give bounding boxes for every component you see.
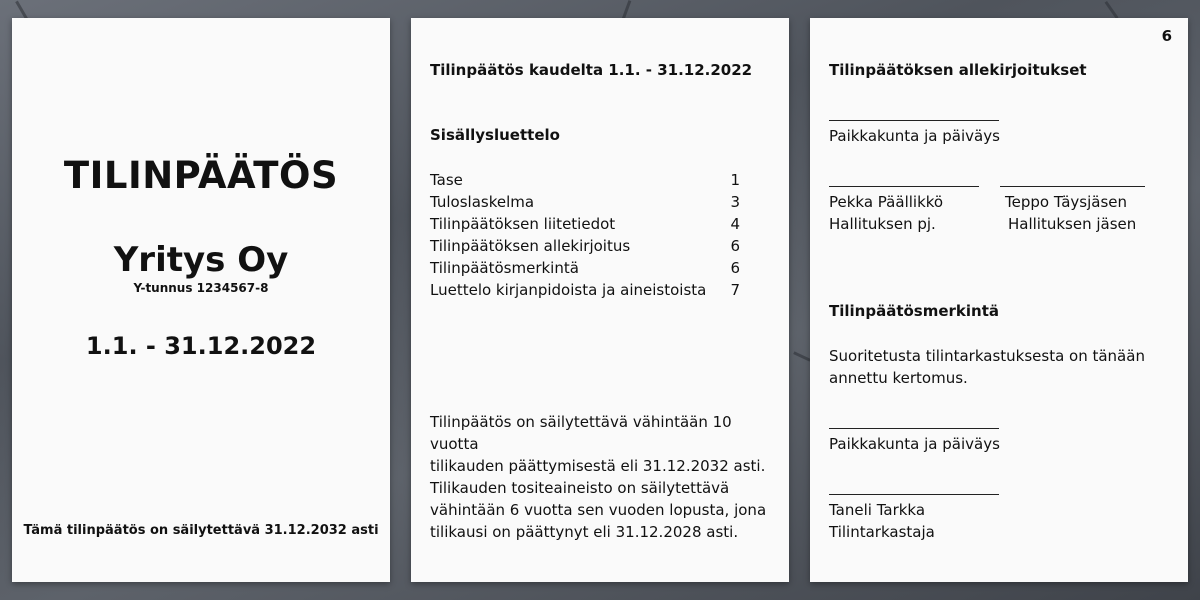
auditor-place-date-label: Paikkakunta ja päiväys [829,435,1000,453]
document-title: TILINPÄÄTÖS [63,154,339,197]
retention-paragraph-2: Tilikauden tositeaineisto on säilytettävä vähintään 6 vuotta sen vuoden lopusta, jona tilikausi on päättynyt eli 31.12.2028 asti. [430,479,767,541]
toc-heading: Sisällysluettelo [430,126,560,144]
signatures-heading: Tilinpäätöksen allekirjoitukset [829,61,1087,79]
signer1-name: Pekka Päällikkö [829,193,944,211]
signature-line [829,186,979,187]
period-heading: Tilinpäätös kaudelta 1.1. - 31.12.2022 [430,61,753,79]
signer2-name: Teppo Täysjäsen [1005,193,1128,211]
place-date-label: Paikkakunta ja päiväys [829,127,1000,145]
cover-page [12,18,390,582]
auditor-role: Tilintarkastaja [829,523,935,541]
background-stripe [622,0,632,20]
signature-line [829,428,999,429]
page-number: 6 [1161,27,1172,45]
background-stripe [15,1,28,20]
signature-page [810,18,1188,582]
background-stripe [793,351,811,361]
signature-line [1000,186,1145,187]
toc-item: Tilinpäätöksen allekirjoitus 6 [430,237,740,255]
audit-heading: Tilinpäätösmerkintä [829,302,1000,320]
company-name: Yritys Oy [113,240,289,280]
signer1-role: Hallituksen pj. [829,215,936,233]
auditor-name: Taneli Tarkka [829,501,926,519]
toc-item: Tase 1 [430,171,740,189]
signature-line [829,120,999,121]
toc-item: Tuloslaskelma 3 [430,193,740,211]
background-stripe [1105,1,1119,19]
toc-item: Tilinpäätöksen liitetiedot 4 [430,215,740,233]
fiscal-period: 1.1. - 31.12.2022 [85,332,317,360]
toc-item: Tilinpäätösmerkintä 6 [430,259,740,277]
toc-item: Luettelo kirjanpidoista ja aineistoista 7 [430,281,740,299]
audit-text: Suoritetusta tilintarkastuksesta on tänään annettu kertomus. [829,347,1145,387]
retention-paragraph-1: Tilinpäätös on säilytettävä vähintään 10 vuotta tilikauden päättymisestä eli 31.12.2032 asti. [430,413,766,475]
contents-page [411,18,789,582]
business-id: Y-tunnus 1234567-8 [133,281,269,295]
signer2-role: Hallituksen jäsen [1008,215,1137,233]
retention-note: Tämä tilinpäätös on säilytettävä 31.12.2032 asti [23,523,379,538]
table-of-contents [430,169,740,301]
signature-line [829,494,999,495]
